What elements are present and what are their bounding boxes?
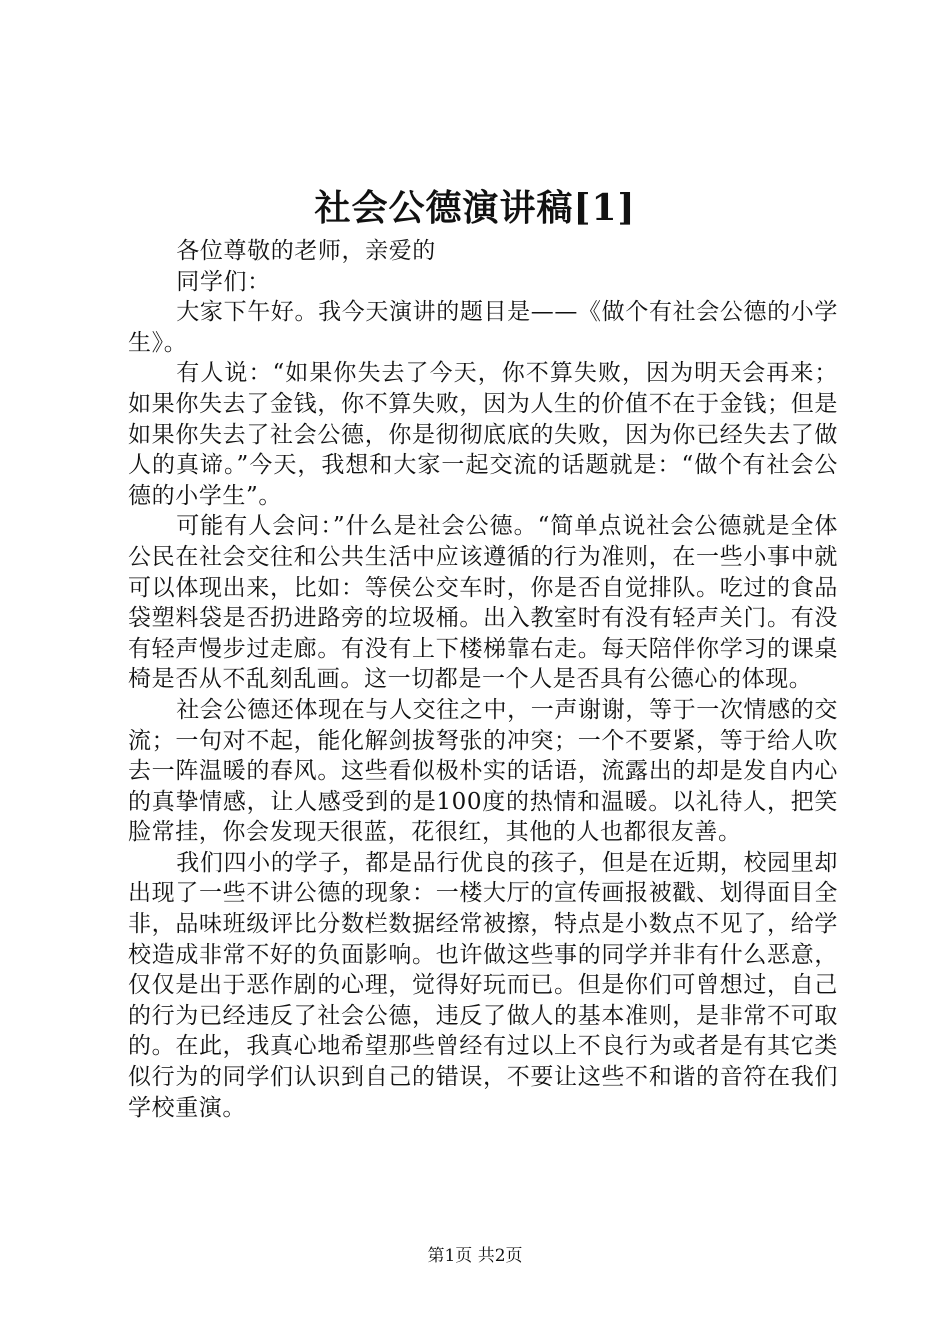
page-footer: 第1页 共2页 xyxy=(427,1246,523,1266)
salutation-line-1: 各位尊敬的老师，亲爱的 xyxy=(176,238,436,264)
paragraph: 有人说：“如果你失去了今天，你不算失败，因为明天会再来；如果你失去了金钱，你不算失败，因为人生的价值不在于金钱；但是如果你失去了社会公德，你是彻彻底底的失败，因为你已经失去了做人的真谛。”今天，我想和大家一起交流的话题就是：“做个有社会公德的小学生”。 xyxy=(128,360,838,509)
document-title: 社会公德演讲稿[1] xyxy=(314,187,636,229)
paragraph: 可能有人会问：”什么是社会公德。“简单点说社会公德就是全体公民在社会交往和公共生活中应该遵循的行为准则，在一些小事中就可以体现出来，比如：等侯公交车时，你是否自觉排队。吃过的食品袋塑料袋是否扔进路旁的垃圾桶。出入教室时有没有轻声关门。有没有轻声慢步过走廊。有没有上下楼梯靠右走。每天陪伴你学习的课桌椅是否从不乱刻乱画。这一切都是一个人是否具有公德心的体现。 xyxy=(128,513,838,693)
document-body xyxy=(128,236,838,1123)
paragraph: 我们四小的学子，都是品行优良的孩子，但是在近期，校园里却出现了一些不讲公德的现象：一楼大厅的宣传画报被戳、划得面目全非，品味班级评比分数栏数据经常被擦，特点是小数点不见了，给学校造成非常不好的负面影响。也许做这些事的同学并非有什么恶意，仅仅是出于恶作剧的心理，觉得好玩而已。但是你们可曾想过，自己的行为已经违反了社会公德，违反了做人的基本准则，是非常不可取的。在此，我真心地希望那些曾经有过以上不良行为或者是有其它类似行为的同学们认识到自己的错误，不要让这些不和谐的音符在我们学校重演。 xyxy=(128,849,838,1121)
salutation-line-2: 同学们： xyxy=(176,268,271,295)
paragraph: 社会公德还体现在与人交往之中，一声谢谢，等于一次情感的交流；一句对不起，能化解剑拔弩张的冲突；一个不要紧，等于给人吹去一阵温暖的春风。这些看似极朴实的话语，流露出的却是发自内心的真挚情感，让人感受到的是100度的热情和温暖。以礼待人，把笑脸常挂，你会发现天很蓝，花很红，其他的人也都很友善。 xyxy=(128,696,838,846)
paragraph: 大家下午好。我今天演讲的题目是——《做个有社会公德的小学生》。 xyxy=(128,299,838,356)
